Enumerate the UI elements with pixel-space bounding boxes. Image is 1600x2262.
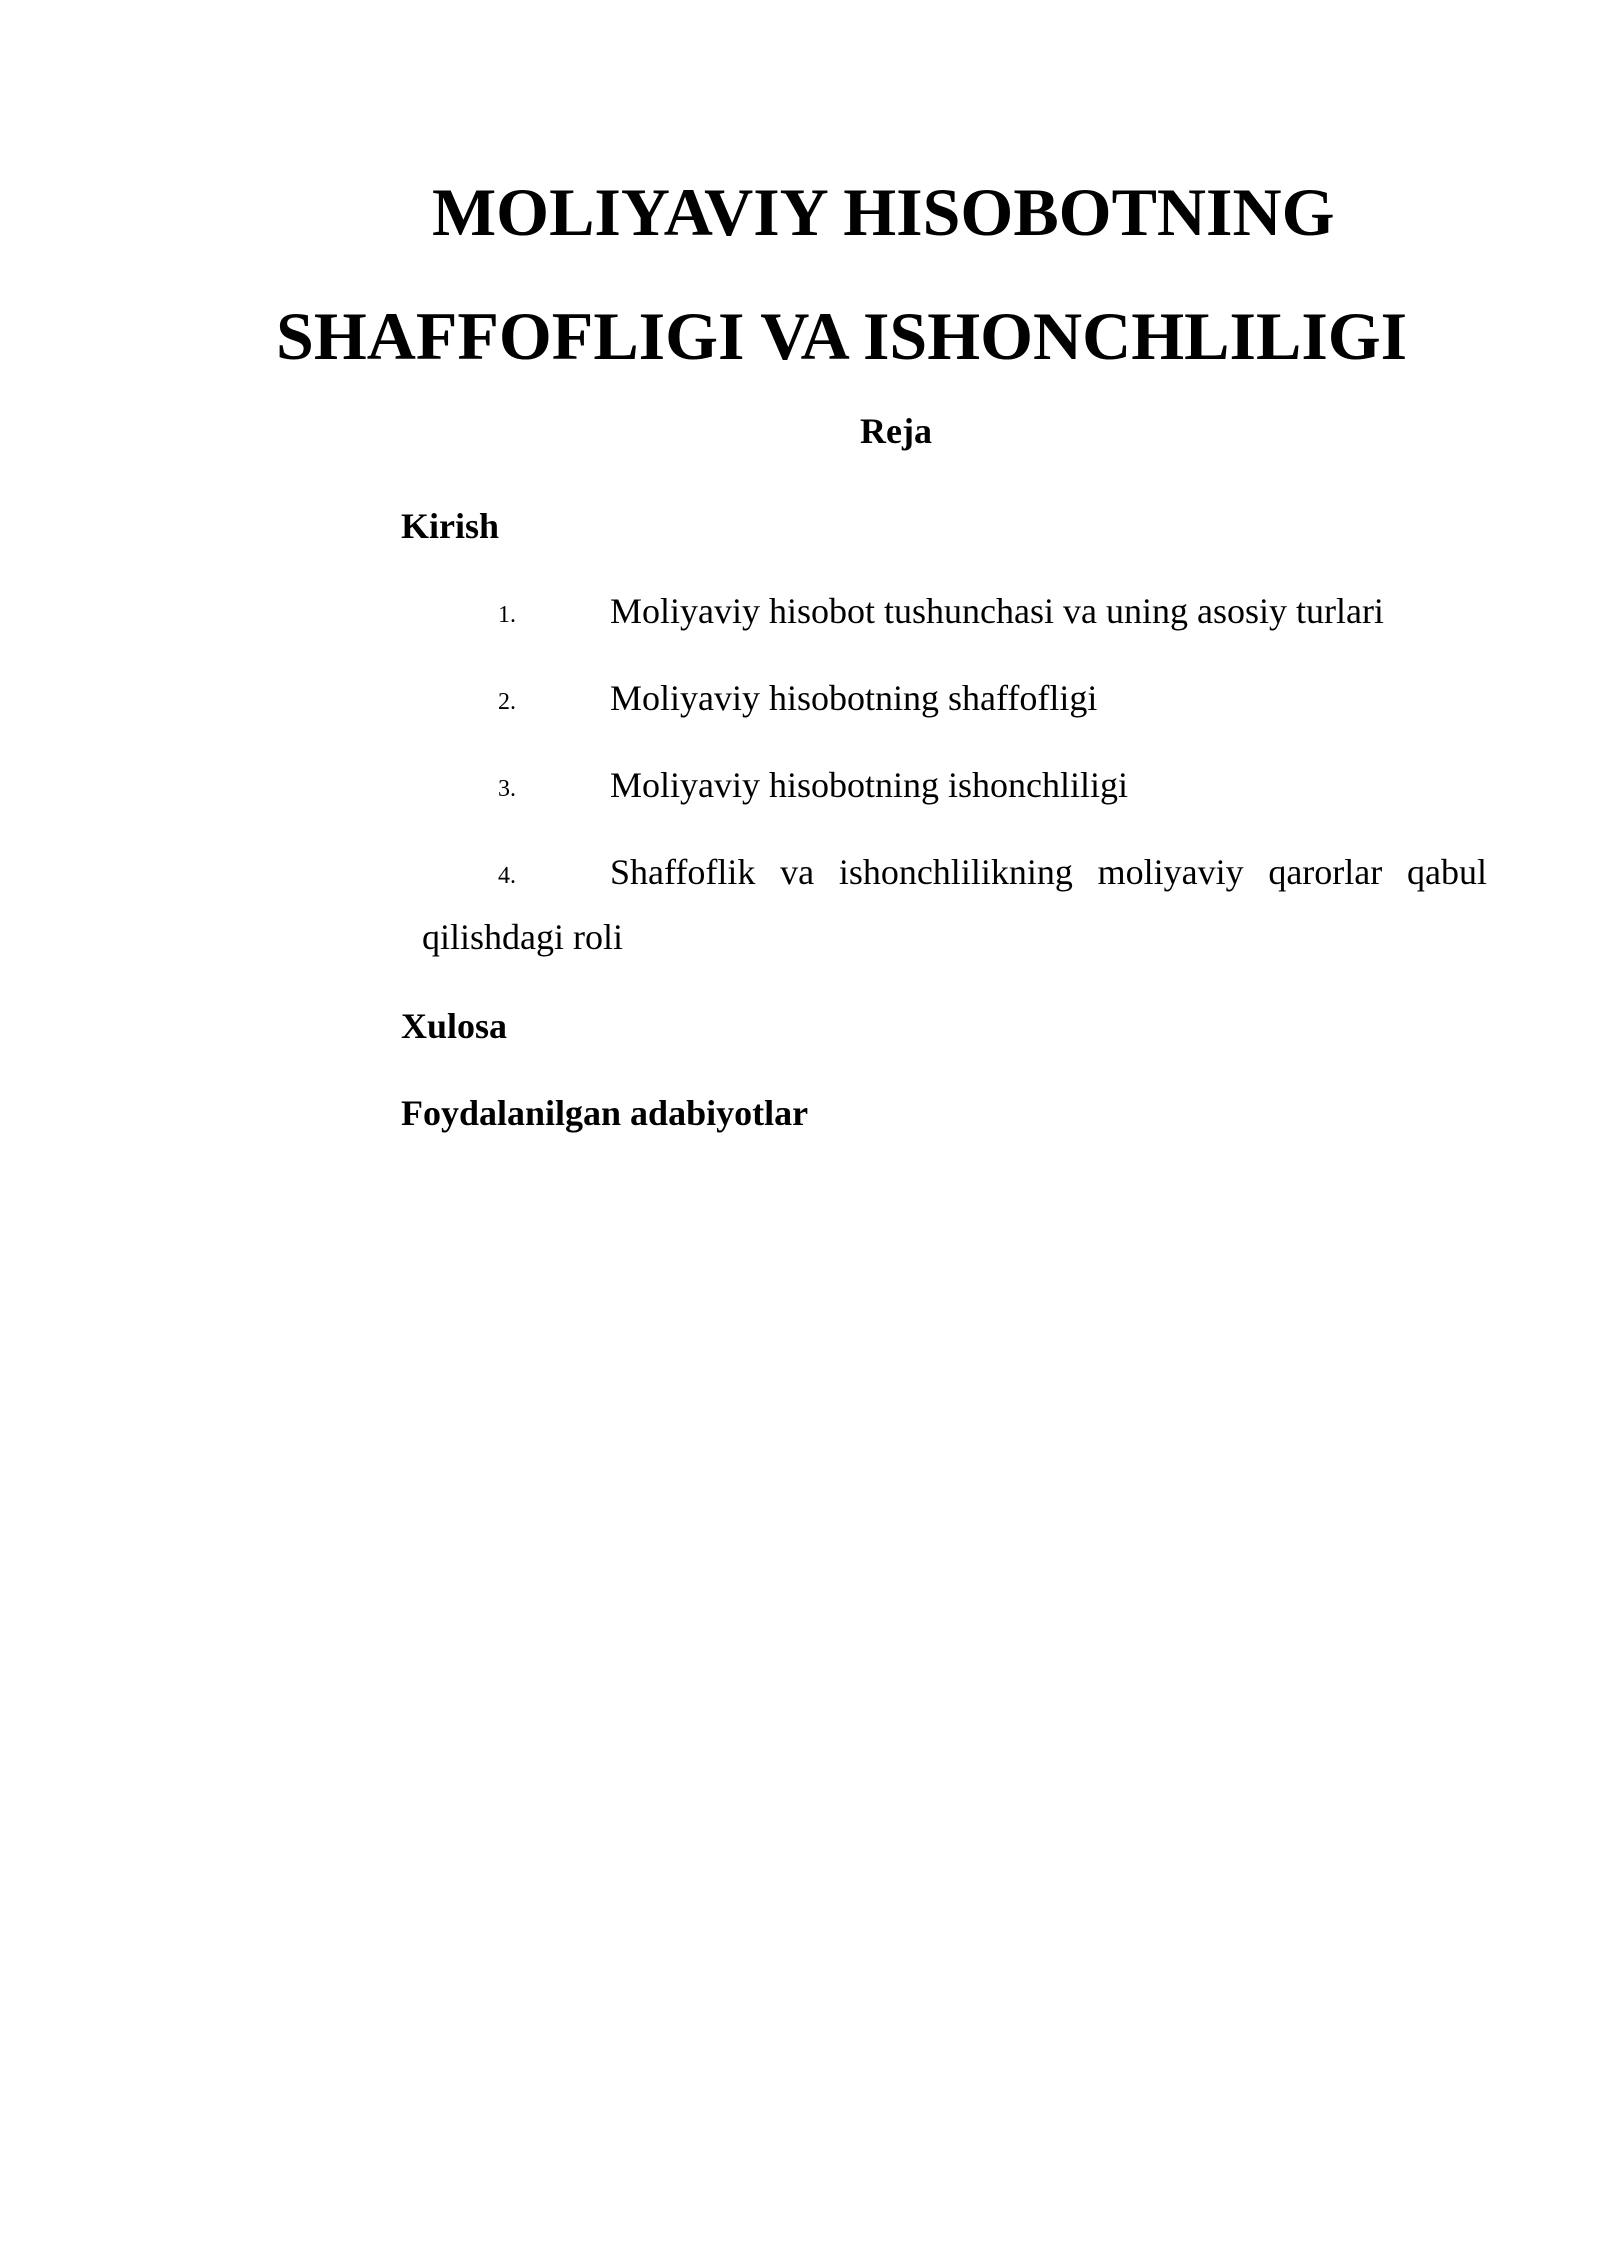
plan-item-text: Moliyaviy hisobotning ishonchliligi [610,765,1129,805]
plan-item-number: 3. [498,776,516,802]
plan-item-text: Moliyaviy hisobotning shaffofligi [610,678,1098,718]
conclusion-heading: Xulosa [401,1006,508,1046]
references-heading: Foydalanilgan adabiyotlar [401,1093,809,1133]
plan-item-text-line-2: qilishdagi roli [422,917,623,957]
plan-item-text-line-1: Shaffoflik va ishonchlilikning moliyaviy qarorlar qabul [610,852,1487,892]
document-title [0,150,1600,398]
title-line-1: MOLIYAVIY HISOBOTNING [432,174,1335,250]
plan-item-number: 4. [498,863,516,889]
title-line-2: SHAFFOFLIGI VA ISHONCHLILIGI [276,298,1408,374]
intro-heading: Kirish [401,506,500,546]
plan-item-number: 2. [498,689,516,715]
plan-item-text: Moliyaviy hisobot tushunchasi va uning asosiy turlari [610,591,1384,631]
plan-heading: Reja [860,411,932,451]
plan-item-number: 1. [498,602,516,628]
